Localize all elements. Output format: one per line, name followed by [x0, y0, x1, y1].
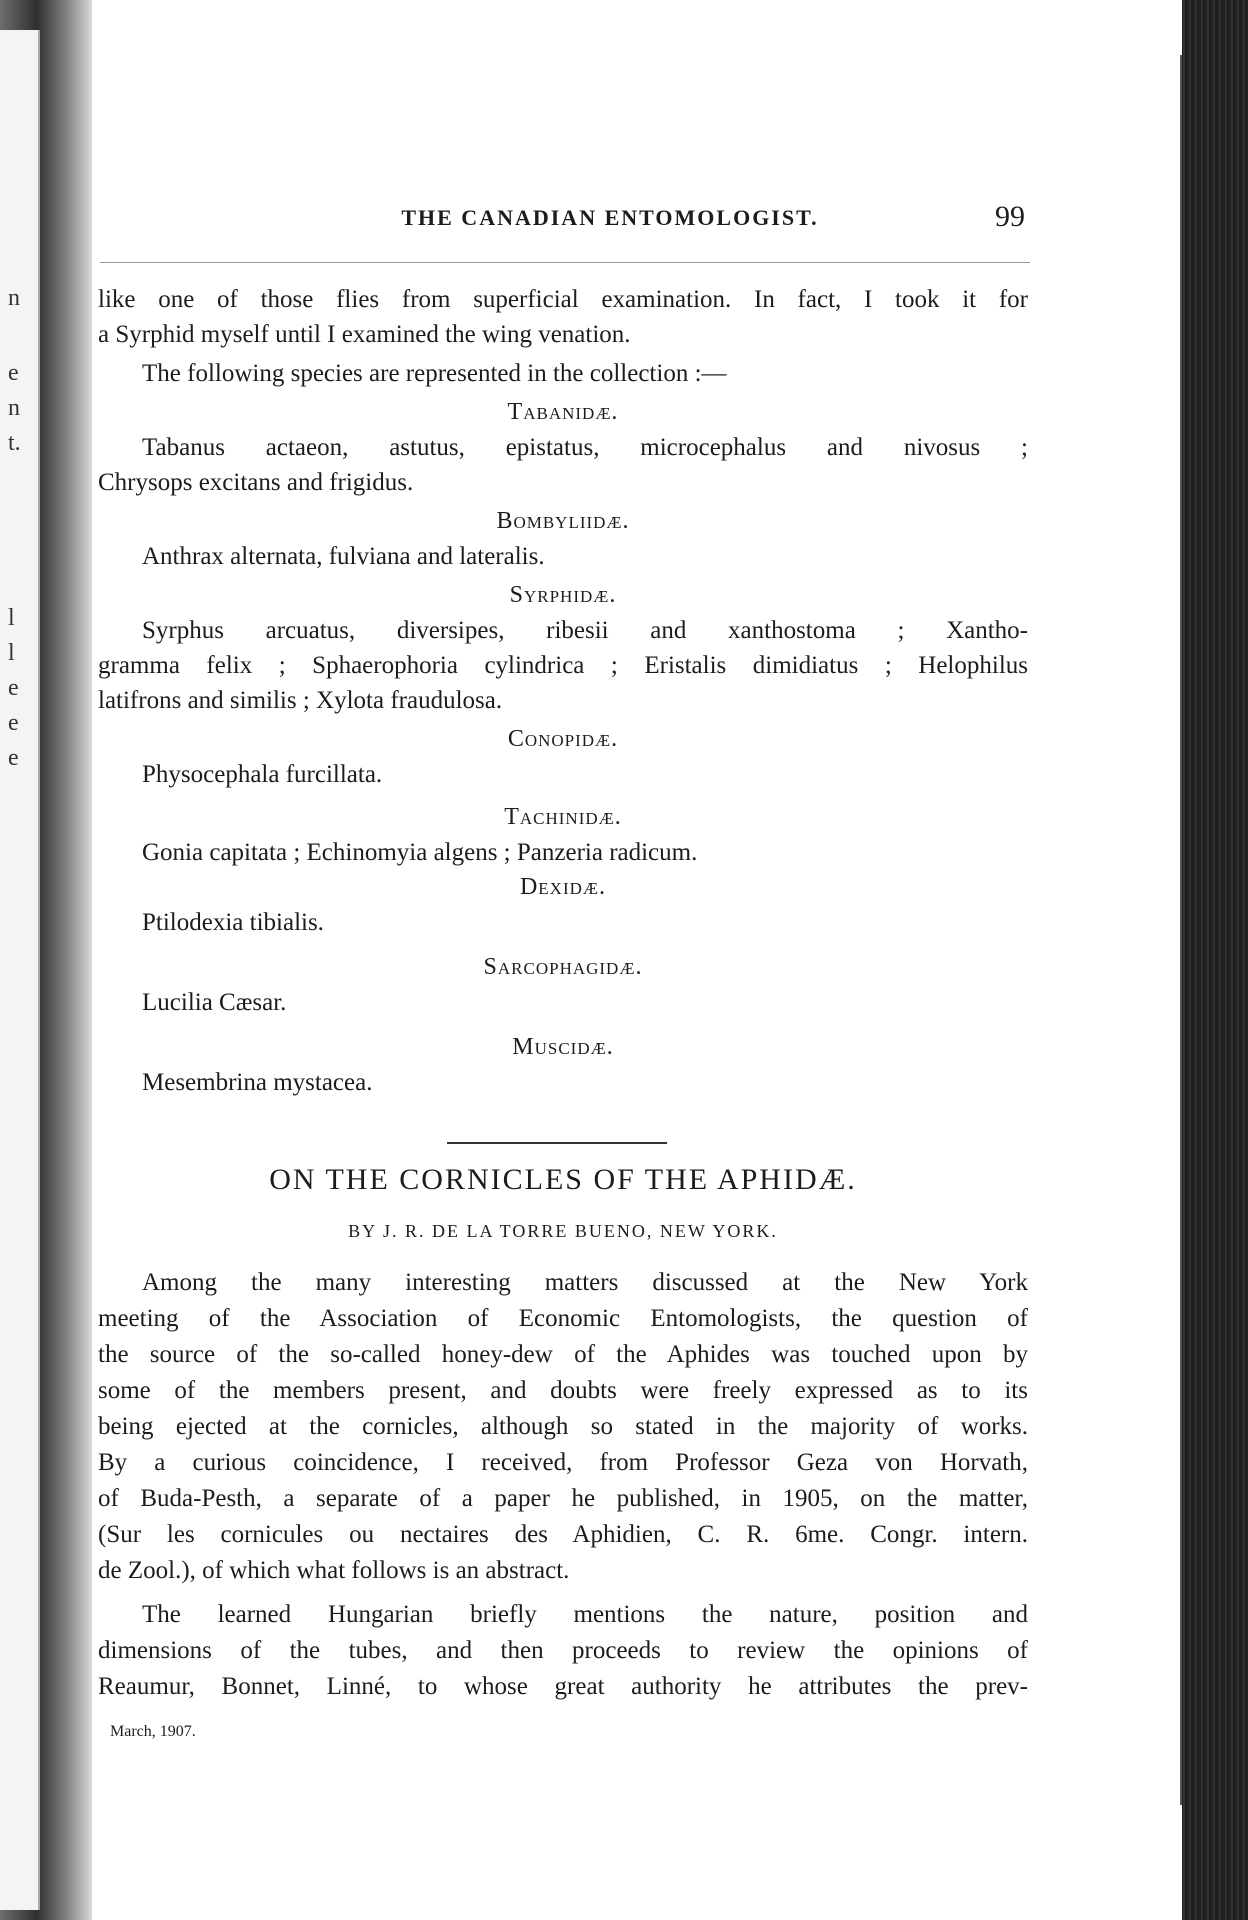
- text-line: the source of the so-called honey-dew of the Aphides was touched upon by: [98, 1341, 1028, 1368]
- margin-fragment: n: [8, 395, 20, 421]
- body-text-upper: [98, 282, 1028, 1100]
- margin-fragment: e: [8, 710, 19, 736]
- family-heading: Muscidæ.: [512, 1034, 614, 1060]
- family-heading: Syrphidæ.: [509, 582, 617, 608]
- family-heading: Sarcophagidæ.: [483, 954, 643, 980]
- text-line: The learned Hungarian briefly mentions the nature, position and: [142, 1601, 1028, 1628]
- page-number: 99: [995, 200, 1025, 233]
- text-line: of Buda-Pesth, a separate of a paper he published, in 1905, on the matter,: [98, 1485, 1028, 1512]
- margin-fragment: t.: [8, 430, 21, 456]
- text-line: By a curious coincidence, I received, from Professor Geza von Horvath,: [98, 1449, 1028, 1476]
- species-line: latifrons and similis ; Xylota fraudulosa.: [98, 687, 503, 714]
- family-heading: Dexidæ.: [519, 874, 607, 900]
- margin-fragment: l: [8, 640, 15, 666]
- margin-fragment: l: [8, 605, 15, 631]
- text-line: Among the many interesting matters discussed at the New York: [142, 1269, 1028, 1296]
- margin-fragment: n: [8, 285, 20, 311]
- text-line: a Syrphid myself until I examined the wing venation.: [98, 321, 631, 348]
- species-line: Syrphus arcuatus, diversipes, ribesii and xanthostoma ; Xantho-: [142, 617, 1028, 644]
- margin-fragment: e: [8, 745, 19, 771]
- species-line: gramma felix ; Sphaerophoria cylindrica ; Eristalis dimidiatus ; Helophilus: [98, 652, 1028, 679]
- previous-page-edge: [0, 30, 40, 1910]
- species-line: Anthrax alternata, fulviana and lateralis.: [142, 543, 545, 570]
- family-heading: Tabanidæ.: [507, 399, 619, 425]
- text-line: dimensions of the tubes, and then proceeds to review the opinions of: [98, 1637, 1028, 1664]
- header-rule: [100, 262, 1030, 263]
- text-line: (Sur les cornicules ou nectaires des Aphidien, C. R. 6me. Congr. intern.: [98, 1521, 1028, 1548]
- family-heading: Bombyliidæ.: [496, 508, 630, 534]
- article-body: [98, 1265, 1028, 1705]
- text-line: like one of those flies from superficial examination. In fact, I took it for: [98, 286, 1028, 313]
- family-heading: Tachinidæ.: [504, 804, 622, 830]
- book-fore-edge: [1182, 0, 1248, 1920]
- species-line: Lucilia Cæsar.: [142, 989, 287, 1016]
- species-line: Gonia capitata ; Echinomyia algens ; Panzeria radicum.: [142, 839, 698, 866]
- family-heading: Conopidæ.: [507, 726, 619, 752]
- species-line: Physocephala furcillata.: [142, 761, 383, 788]
- article-byline: BY J. R. DE LA TORRE BUENO, NEW YORK.: [348, 1221, 778, 1241]
- page-header: [100, 200, 1100, 245]
- text-line: The following species are represented in the collection :—: [142, 360, 727, 387]
- text-line: de Zool.), of which what follows is an abstract.: [98, 1557, 570, 1584]
- species-line: Mesembrina mystacea.: [142, 1069, 373, 1096]
- text-line: Reaumur, Bonnet, Linné, to whose great authority he attributes the prev-: [98, 1673, 1028, 1700]
- article-title: ON THE CORNICLES OF THE APHIDÆ.: [269, 1163, 857, 1196]
- issue-date-footer: March, 1907.: [110, 1723, 196, 1740]
- text-line: being ejected at the cornicles, although so stated in the majority of works.: [98, 1413, 1028, 1440]
- margin-fragment: e: [8, 675, 19, 701]
- running-head: THE CANADIAN ENTOMOLOGIST.: [401, 205, 819, 230]
- species-line: Chrysops excitans and frigidus.: [98, 469, 414, 496]
- text-line: some of the members present, and doubts were freely expressed as to its: [98, 1377, 1028, 1404]
- margin-fragment: e: [8, 360, 19, 386]
- species-line: Tabanus actaeon, astutus, epistatus, microcephalus and nivosus ;: [142, 434, 1028, 461]
- species-line: Ptilodexia tibialis.: [142, 909, 324, 936]
- section-divider: [447, 1142, 667, 1144]
- text-line: meeting of the Association of Economic Entomologists, the question of: [98, 1305, 1028, 1332]
